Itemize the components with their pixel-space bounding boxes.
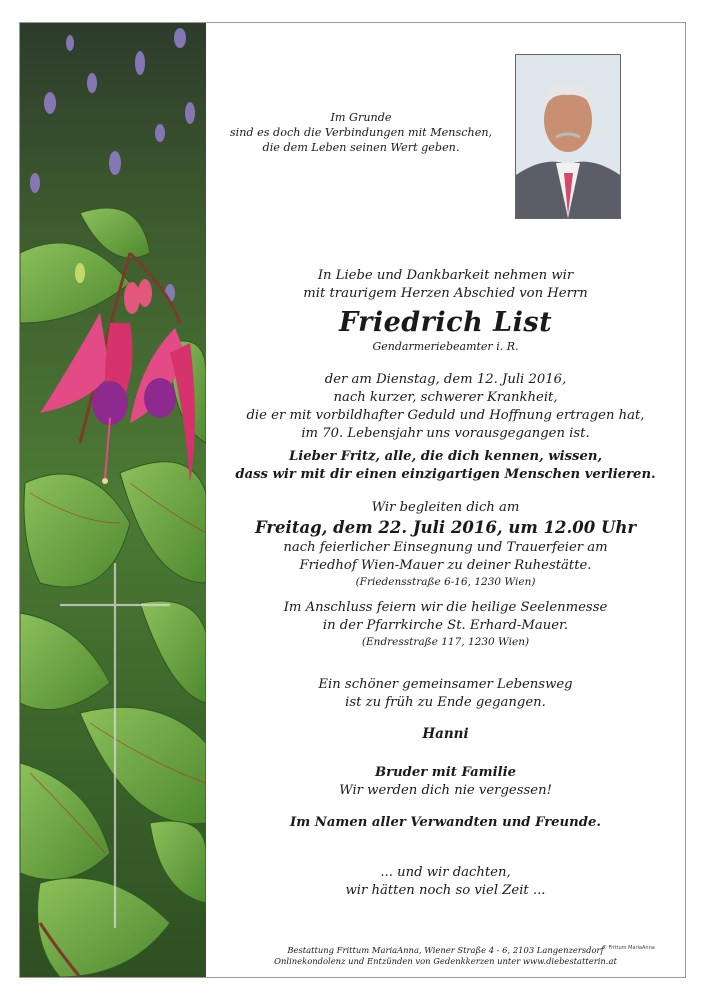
flower-photo-strip: [20, 23, 206, 977]
deceased-name: Friedrich List: [338, 307, 553, 338]
cemetery-address: (Friedensstraße 6-16, 1230 Wien): [355, 576, 536, 588]
obituary-card: [19, 22, 686, 978]
motto: Im Grunde sind es doch die Verbindungen mit Menschen, die dem Leben seinen Wert geben.: [229, 111, 493, 154]
family-block: Bruder mit Familie Wir werden dich nie vergessen!: [206, 764, 685, 800]
church-address: (Endresstraße 117, 1230 Wien): [361, 636, 530, 648]
death-notice: der am Dienstag, dem 12. Juli 2016, nach kurzer, schwerer Krankheit, die er mit vorbildhafter Geduld und Hoffnung ertragen hat, im 70. Lebensjahr uns vorausgegangen ist.: [246, 372, 645, 441]
family-name: Bruder mit Familie: [374, 765, 517, 780]
notice-text: [206, 23, 685, 977]
occupation: Gendarmeriebeamter i. R.: [372, 340, 519, 353]
portrait-photo: [515, 54, 621, 219]
intro: In Liebe und Dankbarkeit nehmen wir mit traurigem Herzen Abschied von Herrn: [303, 268, 588, 301]
personal-message: Lieber Fritz, alle, die dich kennen, wissen, dass wir mit dir einen einzigartigen Menschen verlieren.: [235, 449, 656, 482]
signatory: Hanni: [422, 726, 469, 742]
funeral-date-time: Freitag, dem 22. Juli 2016, um 12.00 Uhr: [254, 518, 637, 537]
fuchsia-photo: [20, 23, 206, 977]
photo-credit: © Frittum MariaAnna: [602, 945, 655, 951]
relatives-line: Im Namen aller Verwandten und Freunde.: [290, 815, 601, 830]
funeral-details: Wir begleiten dich am Freitag, dem 22. Juli 2016, um 12.00 Uhr nach feierlicher Einsegnung und Trauerfeier am Friedhof Wien-Mauer zu deiner Ruhestätte. (Friedensstraße 6-16, 1230 Wien): [206, 499, 685, 589]
funeral-home-footer: Bestattung Frittum MariaAnna, Wiener Straße 4 - 6, 2103 Langenzersdorf Onlinekondolenz und Entzünden von Gedenkkerzen unter www.diebestatterin.at: [274, 945, 617, 966]
final-thought: ... und wir dachten, wir hätten noch so viel Zeit ...: [345, 865, 546, 898]
memorial-mass: Im Anschluss feiern wir die heilige Seelenmesse in der Pfarrkirche St. Erhard-Mauer. (Endresstraße 117, 1230 Wien): [206, 599, 685, 649]
closing-verse: Ein schöner gemeinsamer Lebensweg ist zu früh zu Ende gegangen.: [318, 677, 573, 710]
